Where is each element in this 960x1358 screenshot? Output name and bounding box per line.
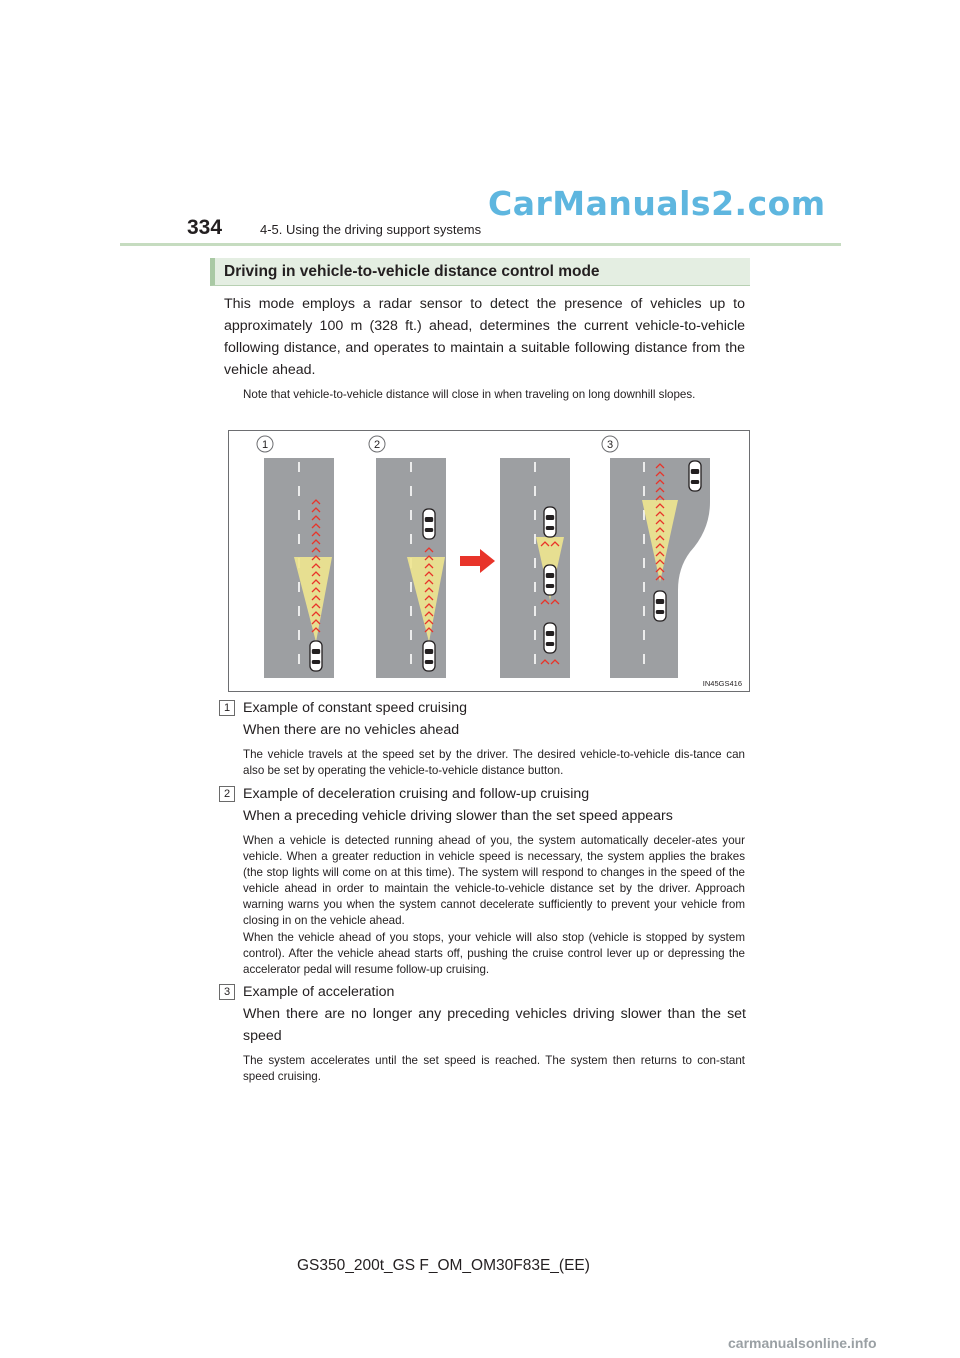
watermark-logo: CarManuals2.com	[488, 184, 826, 223]
figure-code: IN45GS416	[702, 679, 742, 688]
section-title: 4-5. Using the driving support systems	[260, 222, 482, 237]
item-1-note: The vehicle travels at the speed set by the driver. The desired vehicle-to-vehicle dis-tance can also be set by operating the vehicle-to-vehicle distance button.	[243, 748, 745, 777]
item-1-number-badge: 1	[219, 700, 235, 716]
item-3-title: Example of acceleration	[243, 984, 395, 1000]
downhill-note: Note that vehicle-to-vehicle distance will close in when traveling on long downhill slopes.	[243, 388, 696, 401]
item-2-number-badge: 2	[219, 786, 235, 802]
svg-text:1: 1	[261, 439, 269, 451]
item-3-subtitle: When there are no longer any preceding vehicles driving slower than the set speed	[243, 1006, 746, 1044]
figure-label-3	[602, 436, 618, 452]
exiting-vehicle-4	[689, 461, 701, 491]
preceding-vehicle-3	[544, 507, 556, 537]
own-vehicle-2	[423, 641, 435, 671]
item-2-title: Example of deceleration cruising and follow-up cruising	[243, 786, 590, 802]
item-2-subtitle: When a preceding vehicle driving slower than the set speed appears	[243, 808, 673, 824]
intro-paragraph: This mode employs a radar sensor to detect the presence of vehicles up to approximately 100 m (328 ft.) ahead, determines the current vehicle-to-vehicle following distance, and operates to maintain a suitable following distance from the vehicle ahead.	[224, 296, 745, 378]
item-3-note: The system accelerates until the set speed is reached. The system then returns to con-stant speed cruising.	[243, 1054, 745, 1083]
figure-label-1	[257, 436, 273, 452]
preceding-vehicle-2	[423, 509, 435, 539]
item-2-note-continued: When the vehicle ahead of you stops, your vehicle will also stop (vehicle is stopped by system control). After the vehicle ahead starts off, pushing the cruise control lever up or depressing the accelerator pedal will resume follow-up cruising.	[243, 931, 745, 976]
own-vehicle-3-decel	[544, 565, 556, 595]
cruise-diagram	[228, 430, 750, 692]
item-3-number-badge: 3	[219, 984, 235, 1000]
own-vehicle-3	[544, 623, 556, 653]
figure-label-2	[369, 436, 385, 452]
item-1-title: Example of constant speed cruising	[243, 700, 467, 716]
own-vehicle-1	[310, 641, 322, 671]
item-1-subtitle: When there are no vehicles ahead	[243, 722, 460, 738]
page-number: 334	[187, 216, 223, 239]
watermark-footer: carmanualsonline.info	[728, 1335, 877, 1351]
own-vehicle-4	[654, 591, 666, 621]
document-code-footer: GS350_200t_GS F_OM_OM30F83E_(EE)	[297, 1257, 590, 1274]
svg-text:3: 3	[606, 439, 614, 451]
svg-text:2: 2	[373, 439, 381, 451]
header-divider	[120, 243, 841, 246]
section-heading: Driving in vehicle-to-vehicle distance control mode	[224, 263, 600, 280]
item-2-note: When a vehicle is detected running ahead of you, the system automatically deceler-ates your vehicle. When a greater reduction in vehicle speed is necessary, the system applies the brakes (the stop lights will come on at this time). The system will respond to changes in the speed of the vehicle ahead in order to maintain the vehicle-to-vehicle distance set by the driver. Approach warning warns you when the system cannot decelerate sufficiently to prevent your vehicle from closing in on the vehicle ahead.	[243, 834, 745, 927]
